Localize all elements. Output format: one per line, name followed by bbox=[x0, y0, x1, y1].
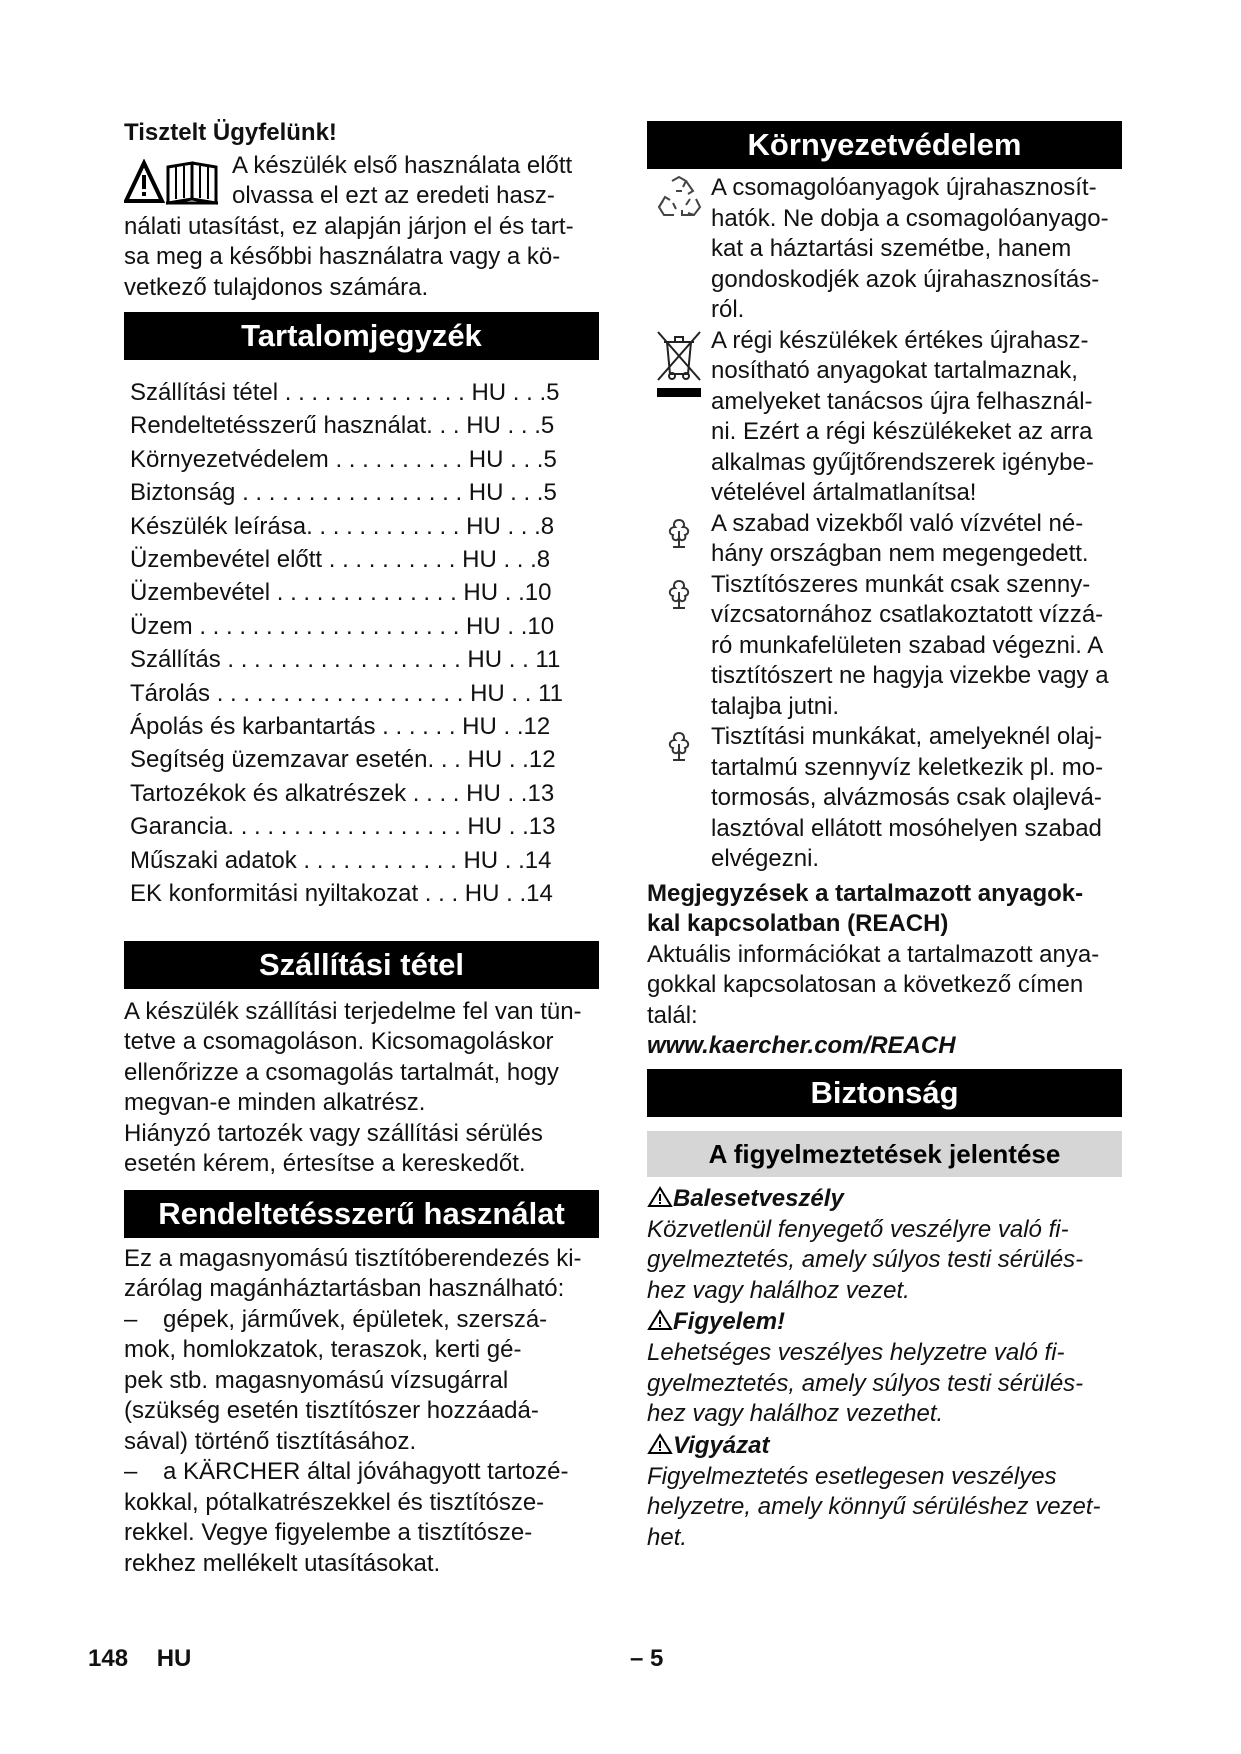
warning-line: hez vagy halálhoz vezethet. bbox=[647, 1400, 944, 1427]
warning-title: Vigyázat bbox=[673, 1431, 770, 1459]
recycle-icon bbox=[656, 175, 702, 219]
reach-line: talál: bbox=[647, 1001, 698, 1029]
usage-bullet-text: a KÄRCHER által jóváhagyott tartozé- bbox=[163, 1458, 569, 1485]
warning-line: Közvetlenül fenyegető veszélyre való fi- bbox=[647, 1215, 1069, 1243]
env-icon-box bbox=[647, 570, 711, 610]
toc-item[interactable]: EK konformitási nyiltakozat . . . HU . .14 bbox=[130, 880, 553, 908]
tree-icon bbox=[664, 730, 694, 762]
env-line: nosítható anyagokat tartalmaznak, bbox=[711, 357, 1078, 384]
usage-bullet-text: pek stb. magasnyomású vízsugárral bbox=[124, 1366, 509, 1394]
footer-page bbox=[88, 1645, 191, 1673]
env-line: tisztítószert ne hagyja vizekbe vagy a bbox=[711, 662, 1109, 689]
toc-item[interactable]: Műszaki adatok . . . . . . . . . . . . HU . .14 bbox=[130, 846, 552, 874]
env-line: alkalmas gyűjtőrendszerek igénybe- bbox=[711, 448, 1094, 476]
usage-bullet-line bbox=[124, 1396, 599, 1427]
reach-heading: kal kapcsolatban (REACH) bbox=[647, 910, 949, 937]
env-line: Tisztítószeres munkát csak szenny- bbox=[711, 570, 1091, 598]
safety-title: Biztonság bbox=[647, 1069, 1122, 1117]
delivery-line: Hiányzó tartozék vagy szállítási sérülés bbox=[124, 1119, 543, 1147]
usage-bullet-text: mok, homlokzatok, teraszok, kerti gé- bbox=[124, 1336, 522, 1363]
env-block bbox=[647, 326, 1122, 509]
toc-list bbox=[130, 376, 599, 911]
env-line: hány országban nem megengedett. bbox=[711, 540, 1089, 567]
intro-text-right bbox=[232, 151, 572, 212]
toc-item[interactable]: Rendeltetésszerű használat. . . HU . . .5 bbox=[130, 412, 555, 440]
reach-line: gokkal kapcsolatosan a következő címen bbox=[647, 971, 1084, 998]
env-line: kat a háztartási szemétbe, hanem bbox=[711, 235, 1072, 262]
warning-triangle-icon bbox=[647, 1186, 673, 1208]
delivery-line: tetve a csomagoláson. Kicsomagoláskor bbox=[124, 1028, 554, 1055]
warning-heading bbox=[647, 1183, 1122, 1215]
toc-title: Tartalomjegyzék bbox=[124, 312, 599, 360]
greeting: Tisztelt Ügyfelünk! bbox=[124, 119, 337, 146]
env-line: ról. bbox=[711, 296, 745, 323]
warning-triangle-icon bbox=[647, 1433, 673, 1455]
warning-heading bbox=[647, 1306, 1122, 1338]
intro-icons bbox=[124, 151, 232, 212]
env-line: ró munkafelületen szabad végezni. A bbox=[711, 631, 1104, 659]
delivery-line: esetén kérem, értesítse a kereskedőt. bbox=[124, 1150, 526, 1177]
tree-icon bbox=[664, 578, 694, 610]
toc-item[interactable]: Üzembevétel . . . . . . . . . . . . . . HU . .10 bbox=[130, 579, 552, 607]
usage-bullet-line bbox=[124, 1457, 599, 1488]
toc-item[interactable]: Szállítási tétel . . . . . . . . . . . . . . HU . . .5 bbox=[130, 379, 560, 406]
warning-line: helyzetre, amely könnyű sérüléshez vezet- bbox=[647, 1493, 1101, 1520]
env-block bbox=[647, 173, 1122, 326]
usage-bullet-line bbox=[124, 1488, 599, 1519]
toc-item[interactable]: Szállítás . . . . . . . . . . . . . . . . . . HU . . 11 bbox=[130, 646, 561, 674]
intro-line: olvassa el ezt az eredeti hasz- bbox=[232, 182, 555, 209]
reach-link[interactable]: www.kaercher.com/REACH bbox=[647, 1032, 956, 1059]
reach-line: Aktuális információkat a tartalmazott anya- bbox=[647, 940, 1100, 968]
toc-item[interactable]: Készülék leírása. . . . . . . . . . . . HU . . .8 bbox=[130, 512, 555, 540]
usage-bullet-text: rekhez mellékelt utasításokat. bbox=[124, 1549, 441, 1577]
bullet-dash: – bbox=[124, 1305, 138, 1333]
warning-line: gyelmeztetés, amely súlyos testi sérülés- bbox=[647, 1246, 1084, 1273]
footer-right: – 5 bbox=[630, 1645, 664, 1672]
toc-item[interactable]: Tartozékok és alkatrészek . . . . HU . .13 bbox=[130, 779, 555, 807]
usage-line: Ez a magasnyomású tisztítóberendezés ki- bbox=[124, 1244, 582, 1272]
env-line: A szabad vizekből való vízvétel né- bbox=[711, 509, 1084, 537]
env-line: ni. Ezért a régi készülékeket az arra bbox=[711, 418, 1093, 445]
usage-bullet-line bbox=[124, 1305, 599, 1336]
usage-title: Rendeltetésszerű használat bbox=[124, 1190, 599, 1238]
env-block bbox=[647, 570, 1122, 723]
intro-line: nálati utasítást, ez alapján járjon el és tart- bbox=[124, 212, 574, 240]
intro-line: vetkező tulajdonos számára. bbox=[124, 273, 429, 301]
warning-triangle-icon bbox=[647, 1309, 673, 1331]
usage-bullet-line bbox=[124, 1427, 599, 1458]
toc-item[interactable]: Garancia. . . . . . . . . . . . . . . . . . HU . .13 bbox=[130, 813, 556, 841]
warning-heading bbox=[647, 1430, 1122, 1462]
page-lang: HU bbox=[156, 1645, 192, 1672]
env-block bbox=[647, 722, 1122, 875]
env-line: A csomagolóanyagok újrahasznosít- bbox=[711, 174, 1097, 201]
warnings-list bbox=[647, 1183, 1122, 1554]
reach-section bbox=[647, 879, 1122, 1062]
env-line: gondoskodjék azok újrahasznosítás- bbox=[711, 265, 1100, 293]
warning-title: Figyelem! bbox=[673, 1308, 786, 1335]
env-line: tormosás, alvázmosás csak olajlevá- bbox=[711, 784, 1102, 811]
env-line: A régi készülékek értékes újrahasz- bbox=[711, 326, 1089, 354]
toc-item[interactable]: Környezetvédelem . . . . . . . . . . HU . . .5 bbox=[130, 445, 557, 473]
warning-line: Figyelmeztetés esetlegesen veszélyes bbox=[647, 1462, 1057, 1490]
toc-item[interactable]: Segítség üzemzavar esetén. . . HU . .12 bbox=[130, 746, 556, 774]
intro-line: sa meg a későbbi használatra vagy a kö- bbox=[124, 243, 561, 270]
usage-bullet-text: (szükség esetén tisztítószer hozzáadá- bbox=[124, 1397, 539, 1424]
env-line: Tisztítási munkákat, amelyeknél olaj- bbox=[711, 723, 1103, 750]
env-block bbox=[647, 509, 1122, 570]
right-column bbox=[647, 121, 1122, 1553]
usage-bullet-line bbox=[124, 1549, 599, 1580]
warning-line: het. bbox=[647, 1523, 688, 1551]
env-text bbox=[711, 570, 1122, 723]
env-line: hatók. Ne dobja a csomagolóanyago- bbox=[711, 204, 1109, 232]
intro-header bbox=[124, 151, 599, 212]
usage-bullet-line bbox=[124, 1518, 599, 1549]
env-text bbox=[711, 326, 1122, 509]
env-line: vízcsatornához csatlakoztatott vízzá- bbox=[711, 601, 1104, 628]
toc-item[interactable]: Tárolás . . . . . . . . . . . . . . . . . . . HU . . 11 bbox=[130, 679, 563, 707]
toc-item[interactable]: Ápolás és karbantartás . . . . . . HU . .12 bbox=[130, 713, 551, 741]
env-icon-box bbox=[647, 326, 711, 402]
safety-subtitle: A figyelmeztetések jelentése bbox=[647, 1131, 1122, 1177]
env-icon-box bbox=[647, 509, 711, 549]
toc-item[interactable]: Biztonság . . . . . . . . . . . . . . . . . HU . . .5 bbox=[130, 479, 557, 507]
warning-title: Balesetveszély bbox=[673, 1184, 844, 1212]
toc-item[interactable]: Üzembevétel előtt . . . . . . . . . . HU . . .8 bbox=[130, 546, 551, 574]
bullet-dash: – bbox=[124, 1458, 138, 1485]
warning-manual-icon bbox=[124, 159, 224, 205]
env-line: elvégezni. bbox=[711, 845, 820, 872]
warning-line: gyelmeztetés, amely súlyos testi sérülés- bbox=[647, 1369, 1084, 1397]
env-line: amelyeket tanácsos újra felhasznál- bbox=[711, 387, 1093, 415]
warning-line: hez vagy halálhoz vezet. bbox=[647, 1276, 910, 1304]
warning-line: Lehetséges veszélyes helyzetre való fi- bbox=[647, 1339, 1065, 1366]
env-text bbox=[711, 722, 1122, 875]
intro-line: A készülék első használata előtt bbox=[232, 151, 573, 179]
delivery-line: ellenőrizze a csomagolás tartalmát, hogy bbox=[124, 1058, 559, 1086]
usage-bullet-text: kokkal, pótalkatrészekkel és tisztítósze- bbox=[124, 1488, 545, 1516]
env-icon-box bbox=[647, 722, 711, 762]
tree-icon bbox=[664, 517, 694, 549]
delivery-line: megvan-e minden alkatrész. bbox=[124, 1089, 426, 1116]
delivery-title: Szállítási tétel bbox=[124, 941, 599, 989]
env-line: lasztóval ellátott mosóhelyen szabad bbox=[711, 814, 1102, 842]
usage-bullet-text: sával) történő tisztításához. bbox=[124, 1427, 417, 1455]
toc-item[interactable]: Üzem . . . . . . . . . . . . . . . . . . . . HU . .10 bbox=[130, 612, 555, 640]
env-text bbox=[711, 509, 1122, 570]
left-column bbox=[124, 118, 599, 1579]
env-text bbox=[711, 173, 1122, 326]
env-line: tartalmú szennyvíz keletkezik pl. mo- bbox=[711, 753, 1104, 781]
crossed-bin-icon bbox=[654, 328, 704, 402]
reach-heading: Megjegyzések a tartalmazott anyagok- bbox=[647, 879, 1084, 907]
env-line: vételével ártalmatlanítsa! bbox=[711, 479, 977, 506]
page-number: 148 bbox=[88, 1645, 129, 1672]
env-blocks bbox=[647, 173, 1122, 875]
usage-bullet-line bbox=[124, 1335, 599, 1366]
env-icon-box bbox=[647, 173, 711, 219]
usage-bullet-text: rekkel. Vegye figyelembe a tisztítósze- bbox=[124, 1519, 533, 1546]
usage-bullets bbox=[124, 1305, 599, 1580]
env-line: talajba jutni. bbox=[711, 692, 840, 720]
delivery-text bbox=[124, 997, 599, 1180]
usage-bullet-line bbox=[124, 1366, 599, 1397]
usage-line: zárólag magánháztartásban használható: bbox=[124, 1275, 565, 1302]
delivery-line: A készülék szállítási terjedelme fel van tün- bbox=[124, 997, 582, 1025]
usage-bullet-text: gépek, járművek, épületek, szerszá- bbox=[163, 1305, 548, 1333]
usage-text bbox=[124, 1244, 599, 1580]
env-title: Környezetvédelem bbox=[647, 121, 1122, 169]
